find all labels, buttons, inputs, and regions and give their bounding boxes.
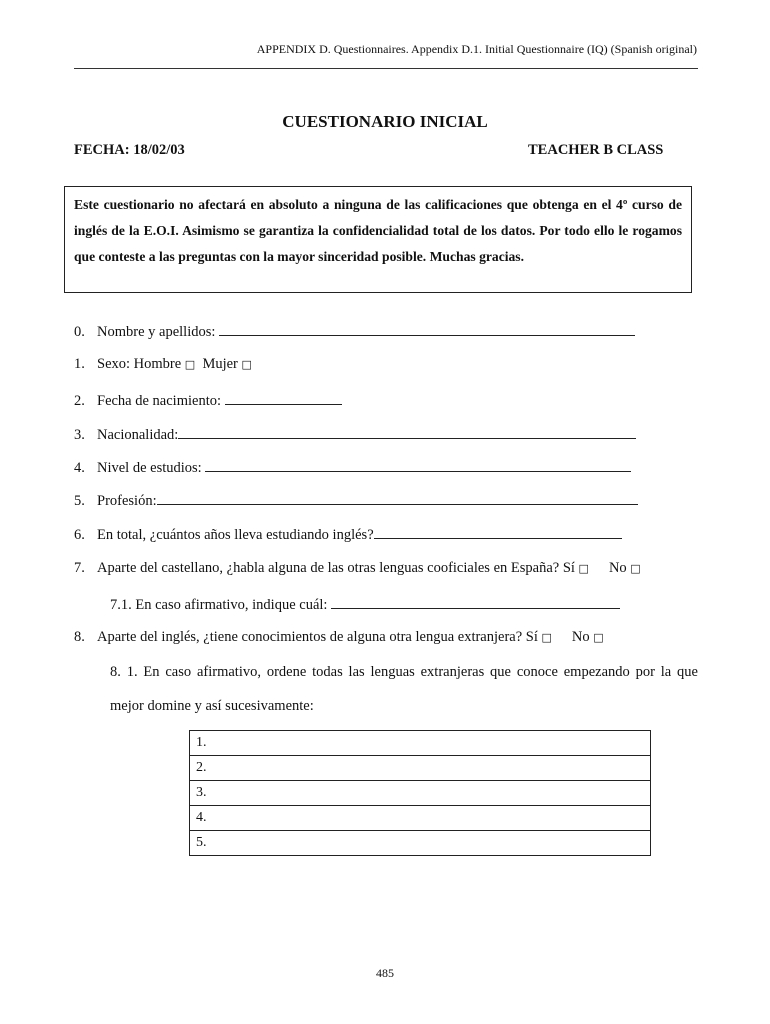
question-label: Nombre y apellidos:: [97, 324, 220, 340]
question-number: 0.: [74, 324, 85, 340]
running-header: APPENDIX D. Questionnaires. Appendix D.1. Initial Questionnaire (IQ) (Spanish original): [256, 42, 697, 56]
nationality-blank[interactable]: [178, 425, 636, 439]
checkbox-yes[interactable]: □: [578, 562, 589, 575]
option-label: Mujer: [195, 356, 242, 372]
checkbox-no[interactable]: □: [630, 562, 641, 575]
table-row: [190, 781, 651, 806]
name-blank[interactable]: [219, 322, 635, 336]
question-label: Nivel de estudios:: [97, 460, 206, 476]
checkbox-female[interactable]: □: [241, 358, 252, 371]
ranking-cell[interactable]: 4.: [190, 806, 651, 831]
ranking-cell[interactable]: 3.: [190, 781, 651, 806]
date-line: FECHA: 18/02/03: [74, 142, 185, 158]
question-number: 3.: [74, 427, 85, 443]
question-7: [74, 560, 641, 577]
question-7-1: [110, 595, 620, 614]
ranking-cell[interactable]: 1.: [190, 731, 651, 756]
question-label: 7.1. En caso afirmativo, indique cuál:: [110, 597, 332, 613]
table-row: [190, 756, 651, 781]
question-label: Fecha de nacimiento:: [97, 393, 225, 409]
question-label: Sexo: Hombre: [97, 356, 185, 372]
option-label: No: [571, 629, 594, 645]
question-8: [74, 629, 604, 646]
question-number: 7.: [74, 560, 85, 576]
option-label: No: [608, 560, 631, 576]
table-row: [190, 806, 651, 831]
question-label: Nacionalidad:: [97, 427, 179, 443]
question-number: 6.: [74, 527, 85, 543]
question-label: Profesión:: [97, 493, 157, 509]
question-0: [74, 322, 635, 341]
question-label: Aparte del castellano, ¿habla alguna de las otras lenguas cooficiales en España? Sí: [97, 560, 579, 576]
table-row: [190, 831, 651, 856]
question-6: [74, 525, 622, 544]
question-number: 2.: [74, 393, 85, 409]
question-8-1: 8. 1. En caso afirmativo, ordene todas las lenguas extranjeras que conoce empezando por la que mejor domine y así sucesivamente:: [110, 664, 698, 714]
question-1: [74, 356, 252, 373]
page-number: 485: [376, 966, 394, 980]
education-blank[interactable]: [205, 458, 631, 472]
years-english-blank[interactable]: [374, 525, 622, 539]
profession-blank[interactable]: [157, 491, 638, 505]
page-title: CUESTIONARIO INICIAL: [282, 112, 488, 131]
ranking-cell[interactable]: 2.: [190, 756, 651, 781]
table-row: [190, 731, 651, 756]
checkbox-yes[interactable]: □: [541, 631, 552, 644]
co-official-language-blank[interactable]: [331, 595, 620, 609]
question-2: [74, 391, 342, 410]
class-line: TEACHER B CLASS: [528, 142, 664, 158]
question-number: 5.: [74, 493, 85, 509]
birthdate-blank[interactable]: [225, 391, 342, 405]
notice-box: Este cuestionario no afectará en absoluto a ninguna de las calificaciones que obtenga en el 4º curso de inglés de la E.O.I. Asimismo se garantiza la confidencialidad total de los datos. Por todo ello le rogamos que conteste a las preguntas con la mayor sinceridad posible. Muchas gracias.: [64, 186, 692, 293]
question-label: Aparte del inglés, ¿tiene conocimientos de alguna otra lengua extranjera? Sí: [97, 629, 542, 645]
question-5: [74, 491, 638, 510]
language-ranking-table: [189, 730, 651, 856]
question-number: 1.: [74, 356, 85, 372]
question-3: [74, 425, 636, 444]
question-number: 8.: [74, 629, 85, 645]
checkbox-no[interactable]: □: [593, 631, 604, 644]
ranking-cell[interactable]: 5.: [190, 831, 651, 856]
header-rule: [74, 68, 698, 69]
question-4: [74, 458, 631, 477]
question-label: En total, ¿cuántos años lleva estudiando inglés?: [97, 527, 374, 543]
question-number: 4.: [74, 460, 85, 476]
checkbox-male[interactable]: □: [184, 358, 196, 371]
